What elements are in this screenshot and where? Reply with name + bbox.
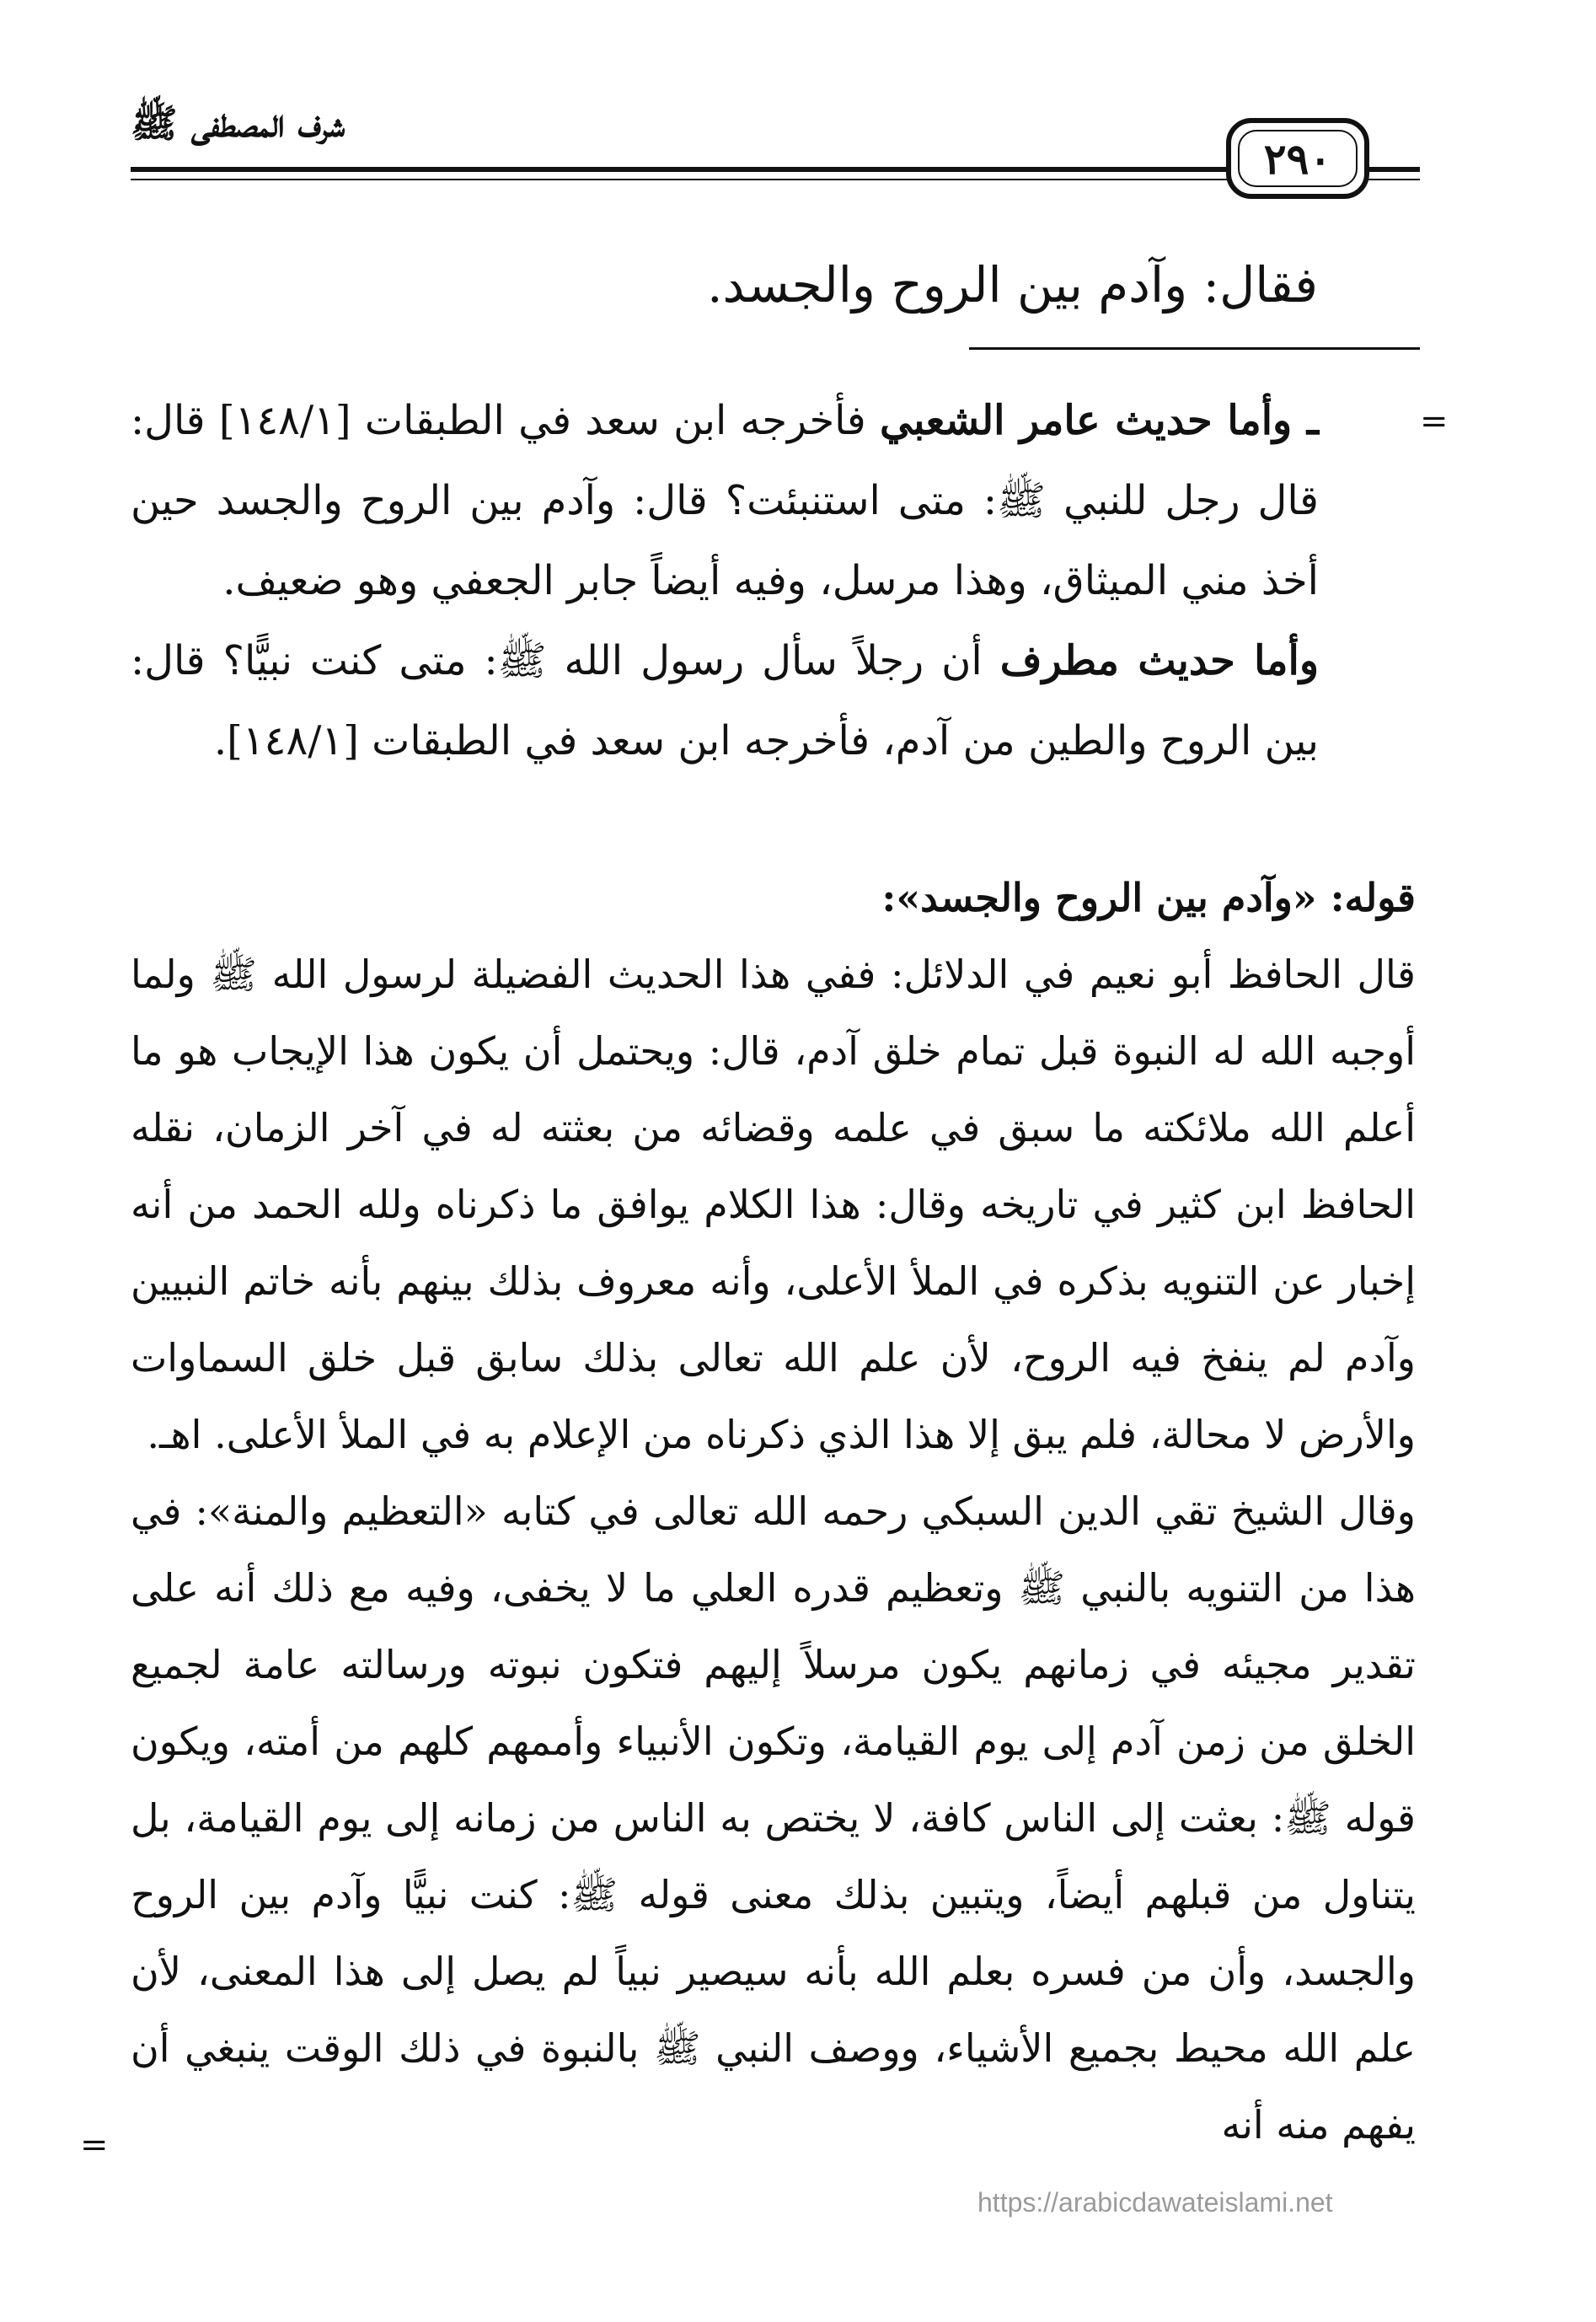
- footnote-text-1: فأخرجه ابن سعد في الطبقات [١٤٨/١] قال: قال رجل للنبي ﷺ: متى استنبئت؟ قال: وآدم بين الروح والجسد حين أخذ مني الميثاق، وهذا مرسل، وفيه أيضاً جابر الجعفي وهو ضعيف.: [131, 397, 1319, 604]
- opening-line: فقال: وآدم بين الروح والجسد.: [707, 256, 1318, 314]
- footnote-block: [131, 381, 1319, 781]
- running-header-title: شرف المصطفى ﷺ: [131, 100, 345, 146]
- main-paragraph-1: قال الحافظ أبو نعيم في الدلائل: ففي هذا الحديث الفضيلة لرسول الله ﷺ ولما أوجبه الله له النبوة قبل تمام خلق آدم، قال: ويحتمل أن يكون هذا الإيجاب هو ما أعلم الله ملائكته ما سبق في علمه وقضائه من بعثته له في آخر الزمان، نقله الحافظ ابن كثير في تاريخه وقال: هذا الكلام يوافق ما ذكرناه ولله الحمد من أنه إخبار عن التنويه بذكره في الملأ الأعلى، وأنه معروف بذلك بينهم بأنه خاتم النبيين وآدم لم ينفخ فيه الروح، لأن علم الله تعالى بذلك سابق قبل خلق السماوات والأرض لا محالة، فلم يبق إلا هذا الذي ذكرناه من الإعلام به في الملأ الأعلى. اهـ.: [131, 952, 1416, 1457]
- footnote-text-2: أن رجلاً سأل رسول الله ﷺ: متى كنت نبيًّا؟ قال: بين الروح والطين من آدم، فأخرجه ابن سعد في الطبقات [١٤٨/١].: [131, 637, 1319, 764]
- heading-lead: قوله:: [1330, 875, 1416, 920]
- footnote-paragraph-2: [131, 621, 1319, 781]
- footnote-separator: [969, 347, 1420, 350]
- footnote-continuation-marker: =: [1420, 402, 1449, 441]
- footnote-paragraph-1: [131, 381, 1319, 621]
- footnote-lead-2: وأما حديث مطرف: [999, 637, 1320, 684]
- page-number-box: [1226, 118, 1369, 199]
- heading-quote: «وآدم بين الروح والجسد»:: [881, 875, 1331, 920]
- page-number: ٢٩٠: [1263, 133, 1332, 184]
- footnote-lead-1: ـ وأما حديث عامر الشعبي: [879, 397, 1319, 444]
- main-heading: [131, 860, 1416, 936]
- main-paragraph-2: وقال الشيخ تقي الدين السبكي رحمه الله تعالى في كتابه «التعظيم والمنة»: في هذا من التنويه بالنبي ﷺ وتعظيم قدره العلي ما لا يخفى، وفيه مع ذلك أنه على تقدير مجيئه في زمانهم يكون مرسلاً إليهم فتكون نبوته ورسالته عامة لجميع الخلق من زمن آدم إلى يوم القيامة، وتكون الأنبياء وأممهم كلهم من أمته، ويكون قوله ﷺ: بعثت إلى الناس كافة، لا يختص به الناس من زمانه إلى يوم القيامة، بل يتناول من قبلهم أيضاً، ويتبين بذلك معنى قوله ﷺ: كنت نبيًّا وآدم بين الروح والجسد، وأن من فسره بعلم الله بأنه سيصير نبياً لم يصل إلى هذا المعنى، لأن علم الله محيط بجميع الأشياء، ووصف النبي ﷺ بالنبوة في ذلك الوقت ينبغي أن يفهم منه أنه: [131, 1488, 1416, 2148]
- page-continuation-marker: =: [80, 2126, 109, 2164]
- main-text: [131, 860, 1416, 2164]
- watermark-url: https://arabicdawateislami.net: [977, 2187, 1333, 2217]
